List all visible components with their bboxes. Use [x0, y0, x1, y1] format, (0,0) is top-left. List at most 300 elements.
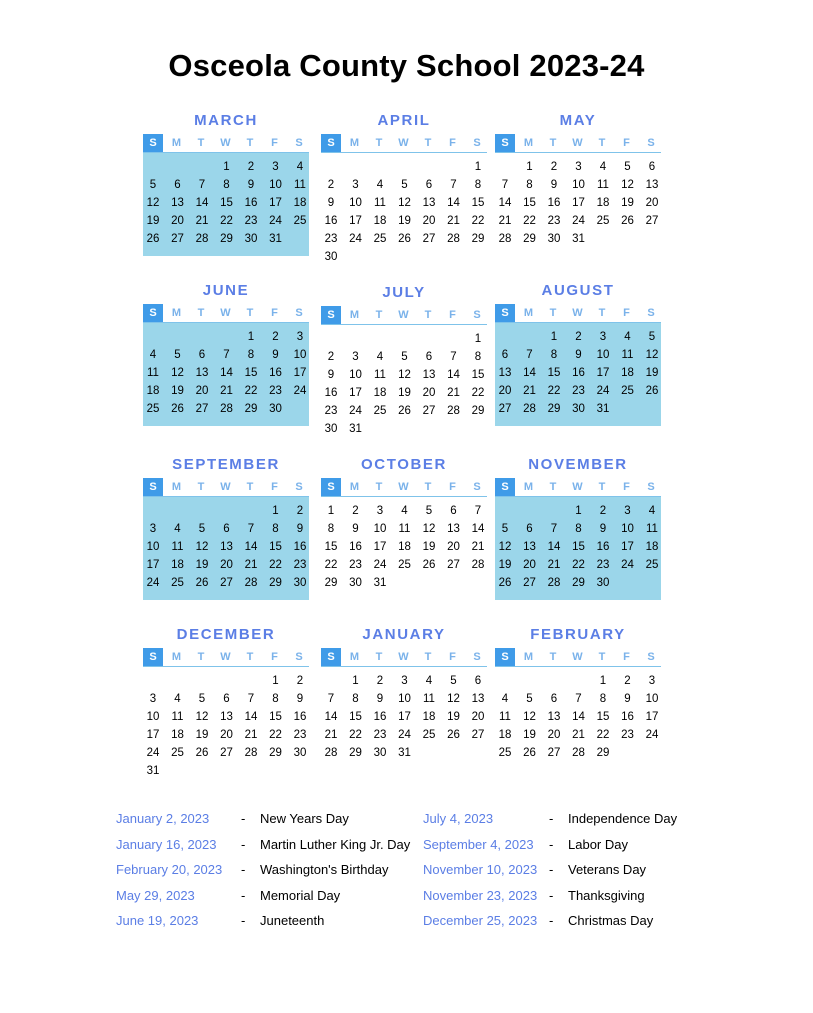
weekday-header [143, 648, 309, 667]
weekday-label: S [473, 651, 481, 663]
day-cell: 2 [599, 505, 607, 517]
day-cell: 16 [547, 197, 561, 209]
holiday-separator: - [549, 837, 554, 852]
day-cell: 8 [223, 179, 230, 191]
weekday-label: T [375, 651, 383, 663]
day-cell: 19 [171, 385, 184, 397]
day-cell: 3 [352, 179, 359, 191]
day-cell: 22 [547, 385, 561, 397]
day-cell: 9 [327, 369, 335, 381]
day-cell: 11 [646, 523, 658, 535]
weekday-label: F [271, 307, 278, 319]
weekday-label: F [271, 481, 278, 493]
weekday-label: W [220, 481, 231, 493]
day-cell: 13 [471, 693, 485, 705]
day-cell: 30 [293, 577, 307, 589]
day-cell: 1 [272, 505, 279, 517]
day-cell: 3 [376, 505, 384, 517]
day-cell: 24 [146, 747, 160, 759]
day-cell: 1 [223, 161, 230, 173]
day-cell: 3 [648, 675, 656, 687]
day-cell: 25 [171, 747, 184, 759]
day-cell: 16 [269, 367, 282, 379]
day-cell: 29 [269, 747, 282, 759]
day-cell: 28 [447, 405, 460, 417]
holiday-separator: - [549, 811, 554, 826]
weekday-label: S [143, 648, 163, 666]
day-cell: 10 [293, 349, 307, 361]
day-cell: 29 [244, 403, 258, 415]
day-cell: 16 [349, 541, 362, 553]
day-cell: 15 [471, 369, 485, 381]
page-title: Osceola County School 2023-24 [168, 48, 645, 83]
day-cell: 17 [645, 711, 659, 723]
weekday-label: M [349, 137, 360, 149]
weekday-label: W [398, 651, 409, 663]
day-cell: 11 [374, 369, 386, 381]
day-cell: 7 [474, 505, 482, 517]
month-name: DECEMBER [176, 626, 276, 643]
day-cell: 13 [220, 711, 233, 723]
weekday-label: F [623, 307, 630, 319]
day-cell: 1 [247, 331, 255, 343]
day-cell: 6 [198, 349, 206, 361]
weekday-header [495, 478, 661, 497]
day-cell: 16 [244, 197, 258, 209]
day-cell: 23 [269, 385, 282, 397]
day-cell: 23 [596, 559, 610, 571]
day-cell: 18 [498, 729, 512, 741]
day-cell: 17 [349, 387, 362, 399]
day-cell: 4 [624, 331, 631, 343]
weekday-label: S [295, 307, 303, 319]
day-cell: 2 [550, 161, 558, 173]
weekday-label: S [321, 134, 341, 152]
day-cell: 22 [523, 215, 536, 227]
day-cell: 9 [376, 693, 384, 705]
day-cell: 6 [223, 693, 230, 705]
day-cell: 19 [195, 559, 209, 571]
weekday-label: F [449, 481, 456, 493]
day-cell: 27 [523, 577, 536, 589]
day-cell: 21 [471, 541, 485, 553]
month-name: NOVEMBER [528, 456, 628, 473]
month-name: APRIL [377, 112, 431, 129]
day-cell: 20 [498, 385, 512, 397]
month-name: JUNE [202, 282, 250, 299]
day-cell: 31 [146, 765, 160, 777]
day-cell: 5 [501, 523, 509, 535]
day-cell: 26 [171, 403, 184, 415]
day-cell: 26 [195, 577, 209, 589]
day-cell: 20 [422, 387, 436, 399]
day-cell: 20 [645, 197, 659, 209]
day-cell: 10 [349, 369, 362, 381]
day-cell: 17 [349, 215, 362, 227]
weekday-label: T [246, 651, 254, 663]
holiday-name: Juneteenth [260, 913, 325, 928]
weekday-header [143, 134, 309, 153]
day-cell: 4 [648, 505, 656, 517]
day-cell: 14 [195, 197, 209, 209]
weekday-label: S [143, 304, 163, 322]
day-cell: 21 [244, 559, 258, 571]
day-cell: 25 [146, 403, 160, 415]
weekday-label: W [398, 137, 409, 149]
day-cell: 17 [293, 367, 307, 379]
day-cell: 10 [146, 711, 160, 723]
day-cell: 24 [645, 729, 659, 741]
holiday-separator: - [241, 913, 246, 928]
day-cell: 19 [422, 541, 436, 553]
day-cell: 19 [195, 729, 209, 741]
day-cell: 5 [401, 179, 408, 191]
day-cell: 5 [149, 179, 157, 191]
holiday-separator: - [549, 888, 554, 903]
day-cell: 20 [220, 729, 233, 741]
day-cell: 13 [422, 197, 436, 209]
day-cell: 22 [220, 215, 233, 227]
day-cell: 18 [621, 367, 634, 379]
weekday-label: M [171, 307, 182, 319]
day-cell: 7 [247, 693, 255, 705]
day-cell: 2 [575, 331, 582, 343]
day-cell: 12 [621, 179, 634, 191]
day-cell: 15 [244, 367, 258, 379]
weekday-label: S [495, 478, 515, 496]
day-cell: 27 [220, 747, 233, 759]
weekday-label: T [424, 137, 432, 149]
day-cell: 8 [352, 693, 359, 705]
day-cell: 23 [293, 729, 307, 741]
day-cell: 1 [599, 675, 607, 687]
day-cell: 24 [269, 215, 282, 227]
day-cell: 31 [398, 747, 411, 759]
day-cell: 21 [572, 729, 585, 741]
day-cell: 4 [296, 161, 304, 173]
holiday-name: New Years Day [260, 811, 349, 826]
day-cell: 10 [645, 693, 659, 705]
weekday-label: S [473, 481, 481, 493]
weekday-label: M [523, 137, 534, 149]
day-cell: 18 [596, 197, 610, 209]
day-cell: 14 [447, 197, 460, 209]
weekday-label: M [523, 307, 534, 319]
day-cell: 28 [244, 577, 258, 589]
day-cell: 28 [547, 577, 561, 589]
day-cell: 22 [244, 385, 258, 397]
day-cell: 21 [447, 387, 460, 399]
day-cell: 17 [398, 711, 411, 723]
day-cell: 28 [447, 233, 460, 245]
day-cell: 8 [272, 523, 279, 535]
day-cell: 6 [174, 179, 181, 191]
day-cell: 1 [474, 161, 482, 173]
day-cell: 27 [220, 577, 233, 589]
day-cell: 5 [198, 523, 206, 535]
holiday-name: Martin Luther King Jr. Day [260, 837, 411, 852]
day-cell: 1 [272, 675, 279, 687]
day-cell: 10 [146, 541, 160, 553]
day-cell: 23 [324, 405, 338, 417]
day-cell: 13 [498, 367, 512, 379]
day-cell: 8 [474, 351, 482, 363]
day-cell: 13 [195, 367, 209, 379]
day-cell: 21 [244, 729, 258, 741]
weekday-label: T [197, 651, 205, 663]
day-cell: 15 [269, 711, 282, 723]
day-cell: 18 [293, 197, 307, 209]
weekday-header [321, 478, 487, 497]
day-cell: 27 [195, 403, 209, 415]
weekday-label: T [197, 481, 205, 493]
day-cell: 9 [247, 179, 255, 191]
month-name: OCTOBER [361, 456, 447, 473]
day-cell: 19 [447, 711, 460, 723]
day-cell: 9 [550, 179, 558, 191]
holiday-name: Memorial Day [260, 888, 341, 903]
day-cell: 17 [572, 197, 585, 209]
day-cell: 25 [398, 559, 411, 571]
month-name: JULY [382, 284, 426, 301]
day-cell: 5 [425, 505, 433, 517]
day-cell: 19 [523, 729, 536, 741]
weekday-label: S [647, 137, 655, 149]
day-cell: 18 [398, 541, 411, 553]
day-cell: 19 [621, 197, 634, 209]
weekday-header [143, 478, 309, 497]
day-cell: 30 [572, 403, 585, 415]
weekday-label: W [398, 481, 409, 493]
day-cell: 15 [269, 541, 282, 553]
day-cell: 11 [398, 523, 411, 535]
day-cell: 7 [550, 523, 558, 535]
weekday-label: S [295, 481, 303, 493]
day-cell: 6 [526, 523, 533, 535]
day-cell: 10 [349, 197, 362, 209]
day-cell: 3 [149, 523, 157, 535]
day-cell: 28 [523, 403, 536, 415]
holiday-separator: - [549, 862, 554, 877]
month-name: MAY [559, 112, 597, 129]
day-cell: 20 [523, 559, 536, 571]
day-cell: 24 [293, 385, 307, 397]
day-cell: 8 [526, 179, 533, 191]
day-cell: 4 [599, 161, 607, 173]
day-cell: 13 [523, 541, 536, 553]
day-cell: 20 [220, 559, 233, 571]
day-cell: 29 [471, 405, 485, 417]
day-cell: 24 [349, 233, 362, 245]
day-cell: 24 [596, 385, 610, 397]
day-cell: 25 [422, 729, 436, 741]
day-cell: 14 [447, 369, 460, 381]
weekday-label: T [246, 137, 254, 149]
day-cell: 16 [293, 541, 307, 553]
day-cell: 27 [498, 403, 512, 415]
day-cell: 21 [523, 385, 536, 397]
weekday-label: F [449, 309, 456, 321]
day-cell: 23 [547, 215, 561, 227]
weekday-label: M [349, 651, 360, 663]
weekday-label: F [623, 651, 630, 663]
day-cell: 8 [474, 179, 482, 191]
day-cell: 17 [146, 559, 160, 571]
day-cell: 4 [149, 349, 157, 361]
day-cell: 11 [621, 349, 634, 361]
day-cell: 10 [398, 693, 411, 705]
day-cell: 14 [572, 711, 585, 723]
day-cell: 2 [272, 331, 279, 343]
day-cell: 29 [523, 233, 536, 245]
day-cell: 21 [195, 215, 209, 227]
holiday-separator: - [549, 913, 554, 928]
day-cell: 1 [327, 505, 335, 517]
day-cell: 12 [171, 367, 184, 379]
weekday-label: T [598, 651, 606, 663]
day-cell: 20 [547, 729, 561, 741]
day-cell: 17 [373, 541, 387, 553]
weekday-header [321, 648, 487, 667]
weekday-label: M [523, 651, 534, 663]
day-cell: 4 [376, 351, 384, 363]
weekday-label: F [449, 137, 456, 149]
month-name: AUGUST [541, 282, 615, 299]
day-cell: 4 [401, 505, 408, 517]
day-cell: 30 [324, 251, 338, 263]
weekday-label: T [549, 481, 557, 493]
day-cell: 11 [171, 711, 184, 723]
weekday-label: M [523, 481, 534, 493]
holiday-date: November 10, 2023 [423, 862, 538, 877]
day-cell: 22 [471, 215, 485, 227]
day-cell: 26 [146, 233, 160, 245]
day-cell: 6 [450, 505, 457, 517]
day-cell: 19 [398, 215, 411, 227]
weekday-label: W [572, 137, 583, 149]
day-cell: 5 [198, 693, 206, 705]
day-cell: 12 [422, 523, 436, 535]
day-cell: 13 [171, 197, 184, 209]
weekday-label: S [143, 478, 163, 496]
day-cell: 6 [223, 523, 230, 535]
day-cell: 16 [293, 711, 307, 723]
day-cell: 2 [352, 505, 359, 517]
day-cell: 13 [447, 523, 460, 535]
day-cell: 12 [498, 541, 512, 553]
day-cell: 1 [550, 331, 558, 343]
day-cell: 9 [599, 523, 607, 535]
holiday-name: Veterans Day [568, 862, 647, 877]
weekday-label: F [623, 137, 630, 149]
day-cell: 27 [547, 747, 561, 759]
weekday-label: T [197, 307, 205, 319]
day-cell: 5 [526, 693, 533, 705]
day-cell: 16 [596, 541, 610, 553]
day-cell: 10 [269, 179, 282, 191]
day-cell: 21 [447, 215, 460, 227]
month-name: MARCH [194, 112, 258, 129]
day-cell: 11 [423, 693, 435, 705]
day-cell: 18 [171, 559, 184, 571]
weekday-label: T [424, 651, 432, 663]
day-cell: 16 [572, 367, 585, 379]
day-cell: 15 [596, 711, 610, 723]
weekday-header [495, 134, 661, 153]
day-cell: 3 [624, 505, 631, 517]
weekday-label: F [449, 651, 456, 663]
weekday-label: S [143, 134, 163, 152]
day-cell: 16 [324, 215, 338, 227]
weekday-label: F [271, 651, 278, 663]
day-cell: 3 [149, 693, 157, 705]
day-cell: 17 [621, 541, 634, 553]
day-cell: 3 [599, 331, 607, 343]
day-cell: 9 [352, 523, 359, 535]
day-cell: 27 [471, 729, 485, 741]
day-cell: 21 [547, 559, 561, 571]
day-cell: 26 [398, 405, 411, 417]
weekday-header [143, 304, 309, 323]
day-cell: 25 [373, 405, 387, 417]
day-cell: 7 [247, 523, 255, 535]
day-cell: 29 [572, 577, 585, 589]
day-cell: 26 [447, 729, 460, 741]
day-cell: 2 [327, 351, 335, 363]
day-cell: 25 [621, 385, 634, 397]
weekday-label: M [171, 651, 182, 663]
holiday-separator: - [241, 811, 246, 826]
day-cell: 25 [498, 747, 512, 759]
holiday-date: February 20, 2023 [116, 862, 223, 877]
day-cell: 28 [471, 559, 485, 571]
day-cell: 9 [624, 693, 631, 705]
day-cell: 4 [174, 523, 181, 535]
weekday-label: M [171, 481, 182, 493]
day-cell: 31 [269, 233, 282, 245]
day-cell: 3 [272, 161, 279, 173]
day-cell: 27 [171, 233, 184, 245]
day-cell: 7 [198, 179, 206, 191]
day-cell: 15 [471, 197, 485, 209]
day-cell: 31 [373, 577, 387, 589]
holiday-name: Christmas Day [568, 913, 654, 928]
day-cell: 29 [471, 233, 485, 245]
day-cell: 10 [373, 523, 387, 535]
day-cell: 30 [596, 577, 610, 589]
day-cell: 28 [572, 747, 585, 759]
day-cell: 19 [498, 559, 512, 571]
day-cell: 10 [621, 523, 634, 535]
holiday-date: September 4, 2023 [423, 837, 534, 852]
weekday-label: M [349, 481, 360, 493]
day-cell: 12 [398, 197, 411, 209]
day-cell: 26 [422, 559, 436, 571]
day-cell: 15 [523, 197, 536, 209]
day-cell: 2 [296, 675, 304, 687]
day-cell: 21 [220, 385, 233, 397]
day-cell: 10 [572, 179, 585, 191]
day-cell: 15 [547, 367, 561, 379]
weekday-label: T [424, 309, 432, 321]
day-cell: 24 [349, 405, 362, 417]
weekday-label: S [321, 648, 341, 666]
day-cell: 30 [269, 403, 282, 415]
day-cell: 24 [146, 577, 160, 589]
day-cell: 5 [624, 161, 631, 173]
day-cell: 9 [575, 349, 582, 361]
day-cell: 5 [401, 351, 408, 363]
